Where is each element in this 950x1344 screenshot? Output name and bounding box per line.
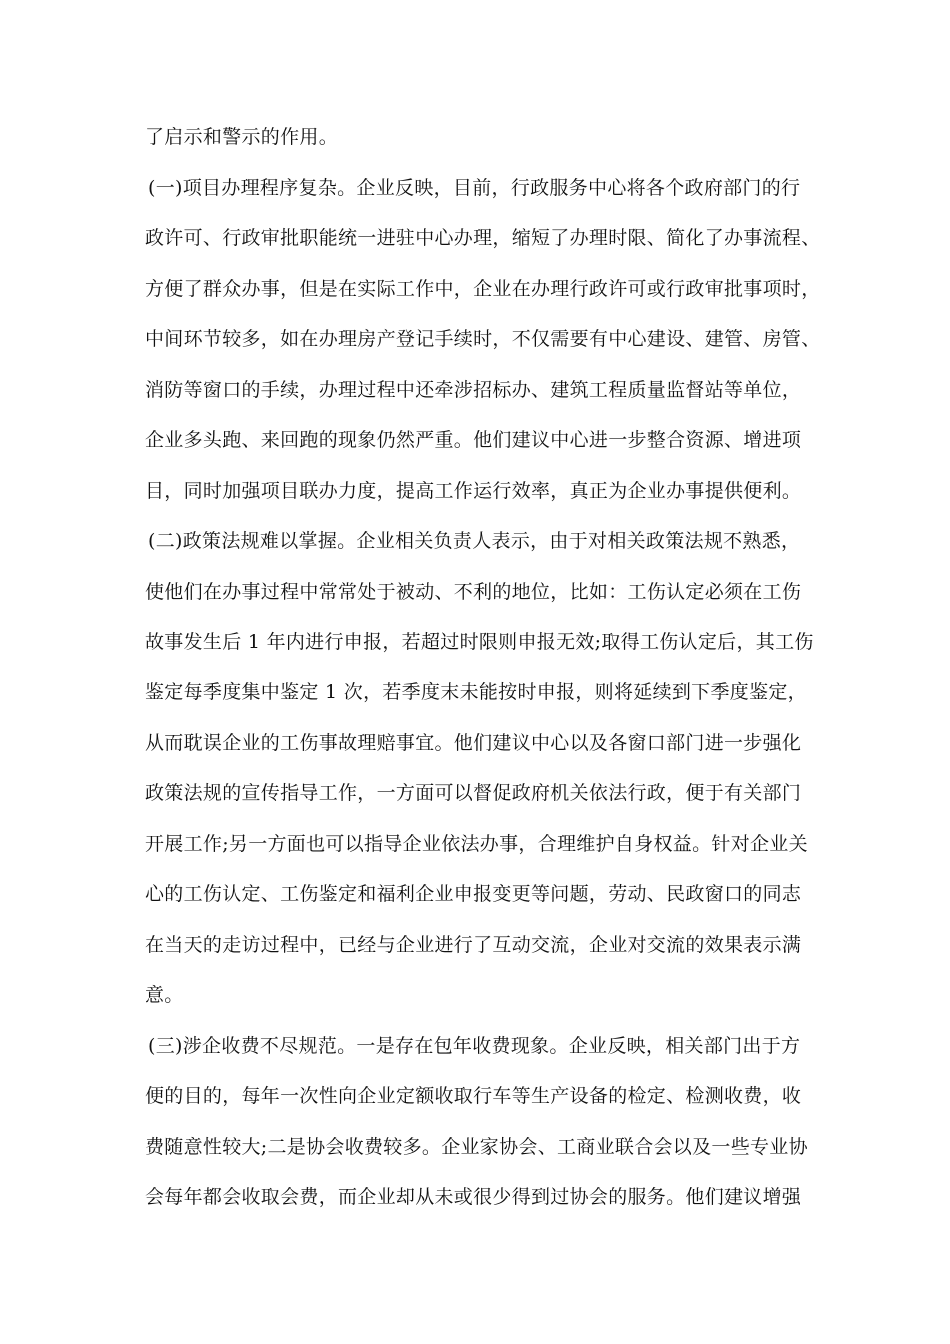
section-heading-line: (二)政策法规难以掌握。企业相关负责人表示，由于对相关政策法规不熟悉，	[148, 530, 801, 552]
text-line: 在当天的走访过程中，已经与企业进行了互动交流，企业对交流的效果表示满	[145, 934, 802, 956]
text-line: 心的工伤认定、工伤鉴定和福利企业申报变更等问题，劳动、民政窗口的同志	[145, 883, 802, 905]
text-line: 政许可、行政审批职能统一进驻中心办理，缩短了办理时限、简化了办事流程、	[145, 227, 821, 249]
text-line: 了启示和警示的作用。	[145, 126, 339, 148]
text-line: 企业多头跑、来回跑的现象仍然严重。他们建议中心进一步整合资源、增进项	[145, 429, 802, 451]
text-line: 消防等窗口的手续，办理过程中还牵涉招标办、建筑工程质量监督站等单位，	[145, 379, 802, 401]
text-line: 会每年都会收取会费，而企业却从未或很少得到过协会的服务。他们建议增强	[145, 1186, 802, 1208]
section-heading-line: (一)项目办理程序复杂。企业反映，目前，行政服务中心将各个政府部门的行	[148, 177, 801, 199]
section-heading-line: (三)涉企收费不尽规范。一是存在包年收费现象。企业反映，相关部门出于方	[148, 1035, 801, 1057]
text-line: 使他们在办事过程中常常处于被动、不利的地位，比如：工伤认定必须在工伤	[145, 581, 802, 603]
text-line: 便的目的，每年一次性向企业定额收取行车等生产设备的检定、检测收费，收	[145, 1085, 802, 1107]
text-line: 目，同时加强项目联办力度，提高工作运行效率，真正为企业办事提供便利。	[145, 480, 802, 502]
text-line: 意。	[145, 984, 184, 1006]
text-line: 鉴定每季度集中鉴定 1 次，若季度末未能按时申报，则将延续到下季度鉴定，	[145, 681, 807, 703]
text-line: 从而耽误企业的工伤事故理赔事宜。他们建议中心以及各窗口部门进一步强化	[145, 732, 802, 754]
text-line: 费随意性较大;二是协会收费较多。企业家协会、工商业联合会以及一些专业协	[145, 1136, 808, 1158]
text-line: 政策法规的宣传指导工作，一方面可以督促政府机关依法行政，便于有关部门	[145, 782, 802, 804]
text-line: 开展工作;另一方面也可以指导企业依法办事，合理维护自身权益。针对企业关	[145, 833, 808, 855]
text-line: 故事发生后 1 年内进行申报，若超过时限则申报无效;取得工伤认定后，其工伤	[145, 631, 814, 653]
text-line: 中间环节较多，如在办理房产登记手续时，不仅需要有中心建设、建管、房管、	[145, 328, 821, 350]
text-line: 方便了群众办事，但是在实际工作中，企业在办理行政许可或行政审批事项时，	[145, 278, 821, 300]
